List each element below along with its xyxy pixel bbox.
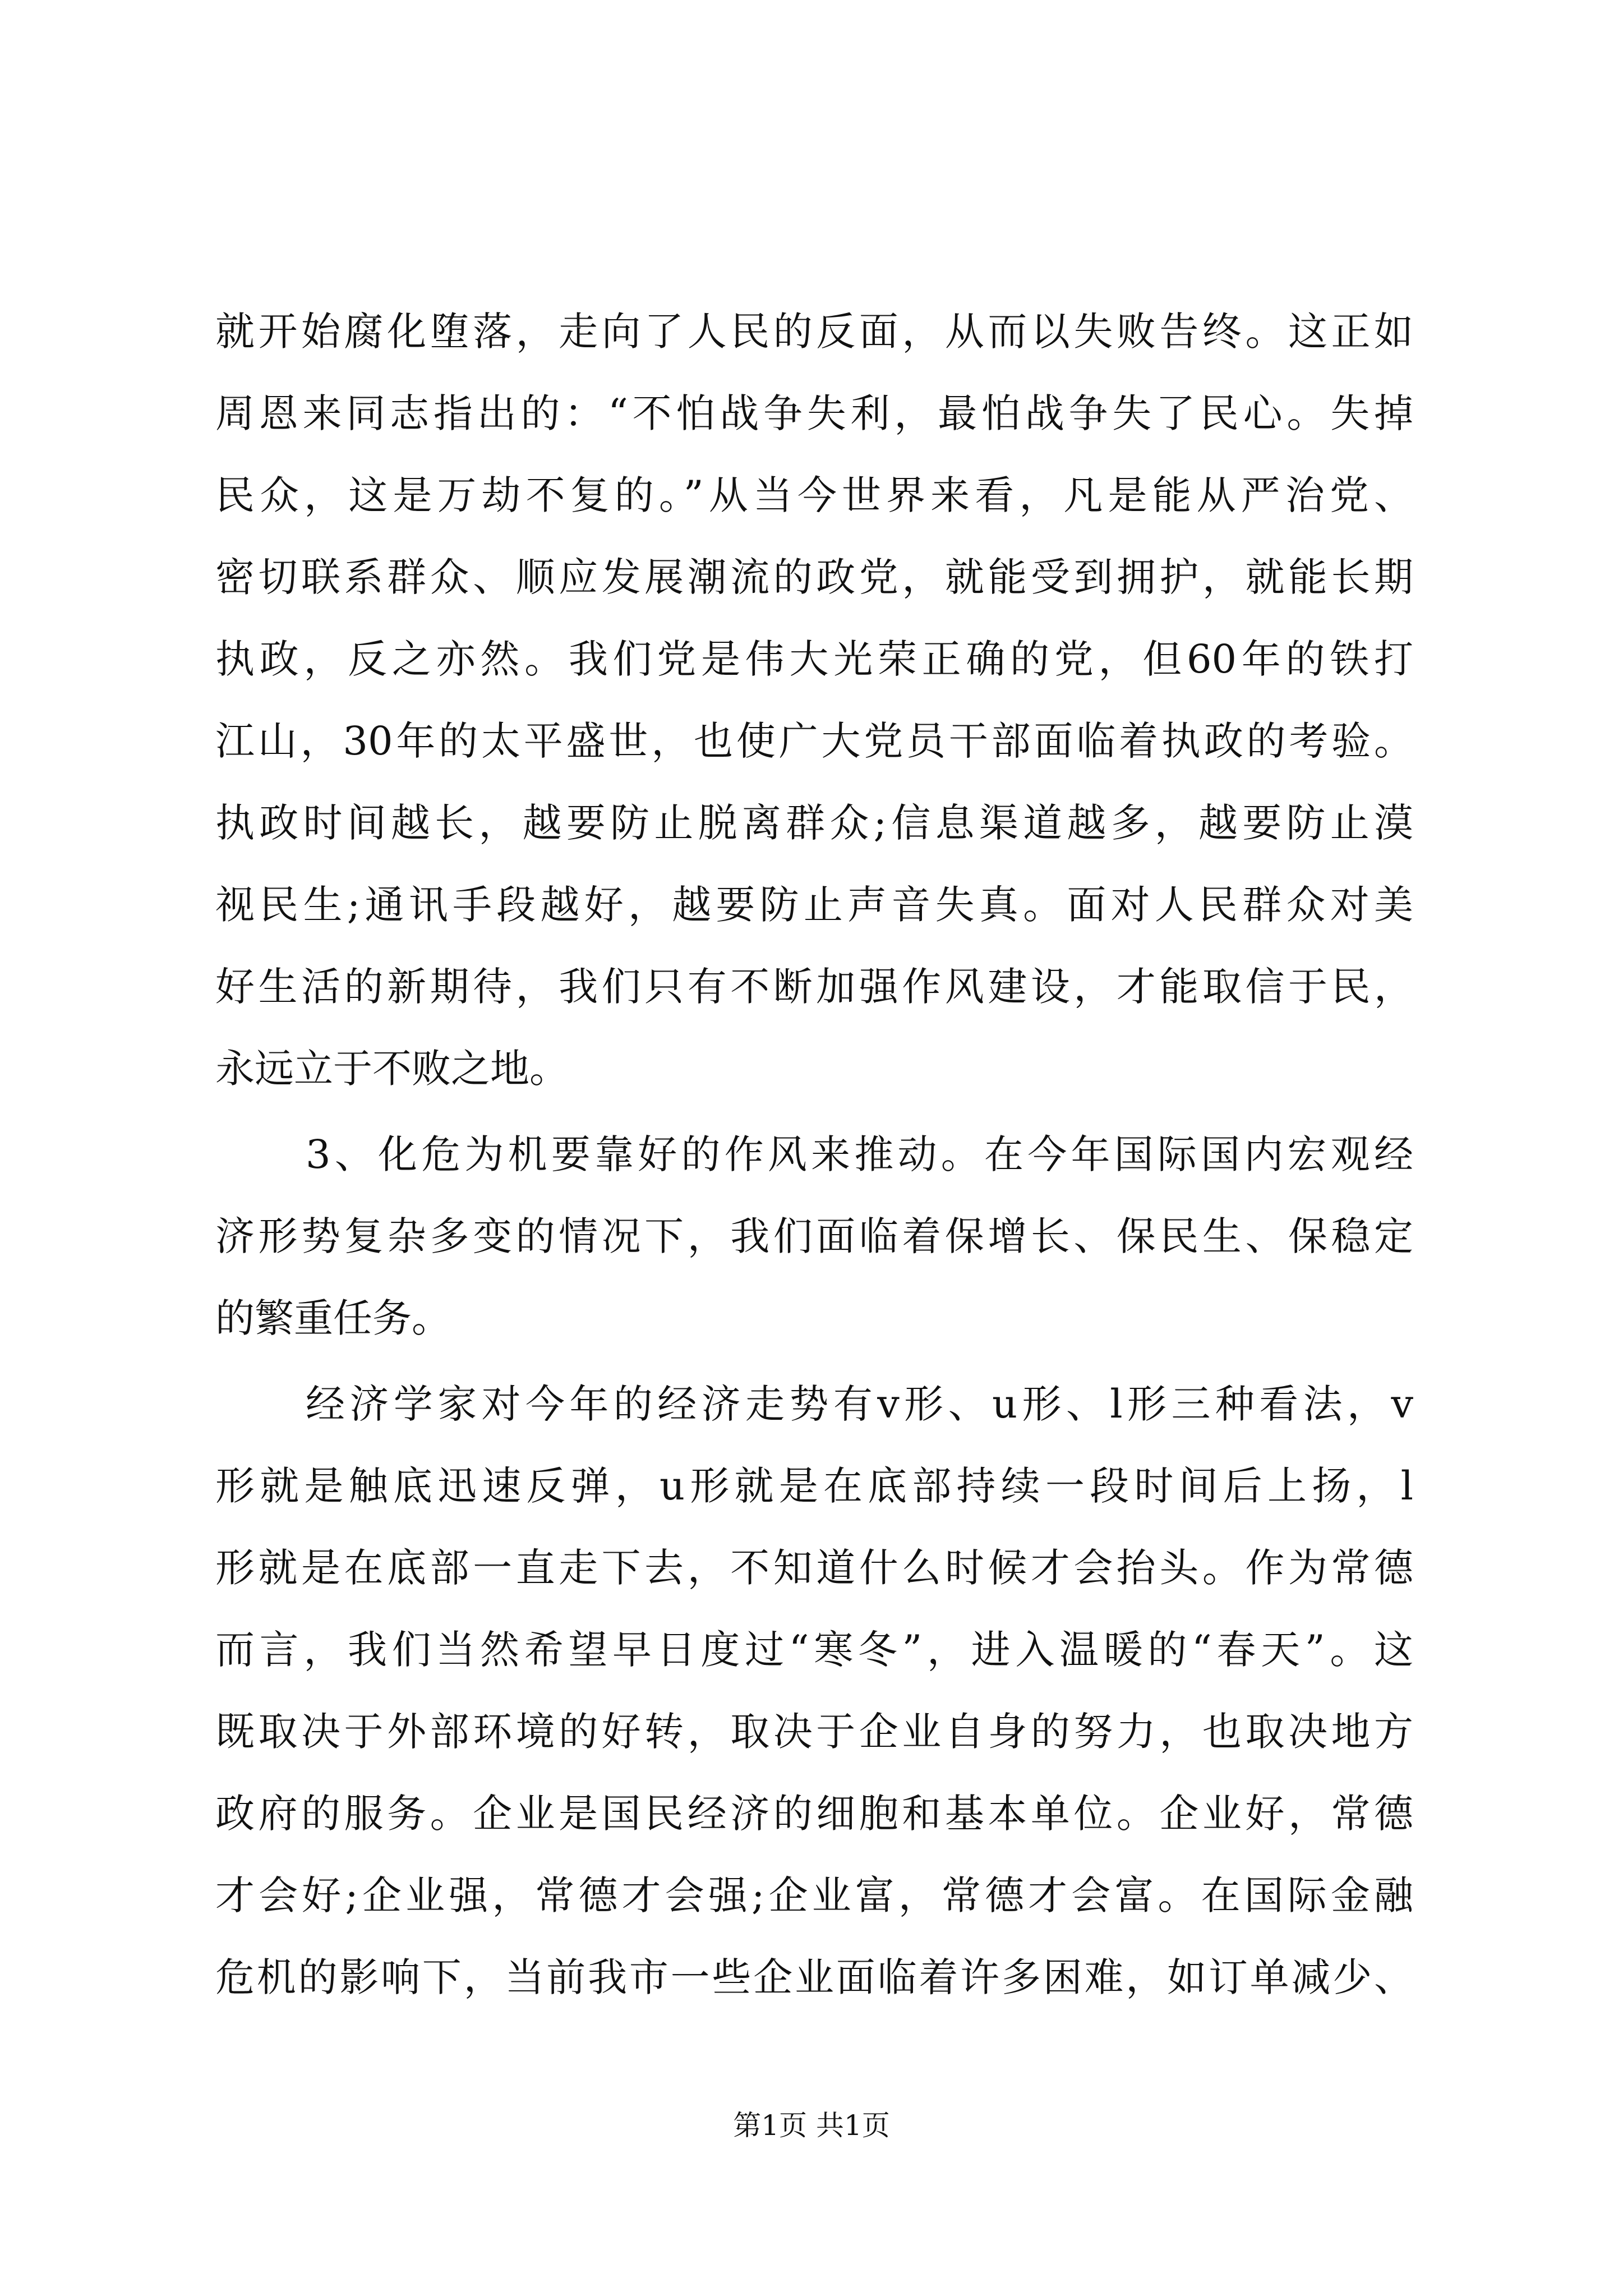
- text-line: 民众，这是万劫不复的。”从当今世界来看，凡是能从严治党、: [215, 472, 1413, 518]
- text-line: 执政，反之亦然。我们党是伟大光荣正确的党，但60年的铁打: [215, 636, 1413, 682]
- text-line: 永远立于不败之地。: [215, 1046, 569, 1092]
- text-line: 政府的服务。企业是国民经济的细胞和基本单位。企业好，常德: [215, 1791, 1413, 1837]
- text-line: 的繁重任务。: [215, 1295, 451, 1341]
- paragraph: [215, 291, 1413, 1110]
- text-line: 形就是触底迅速反弹，u形就是在底部持续一段时间后上扬，l: [215, 1463, 1413, 1509]
- paragraph: [215, 1363, 1413, 2018]
- text-line: 好生活的新期待，我们只有不断加强作风建设，才能取信于民，: [215, 964, 1413, 1010]
- text-line: 周恩来同志指出的：“不怕战争失利，最怕战争失了民心。失掉: [215, 390, 1413, 436]
- text-line: 而言，我们当然希望早日度过“寒冬”，进入温暖的“春天”。这: [215, 1627, 1413, 1673]
- text-line: 江山，30年的太平盛世，也使广大党员干部面临着执政的考验。: [215, 718, 1413, 764]
- paragraph: [215, 1114, 1413, 1359]
- text-line: 执政时间越长，越要防止脱离群众;信息渠道越多，越要防止漠: [215, 800, 1413, 846]
- text-line: 密切联系群众、顺应发展潮流的政党，就能受到拥护，就能长期: [215, 554, 1413, 600]
- page-number-footer: 第1页 共1页: [733, 2109, 890, 2142]
- text-line: 才会好;企业强，常德才会强;企业富，常德才会富。在国际金融: [215, 1872, 1413, 1918]
- text-line: 济形势复杂多变的情况下，我们面临着保增长、保民生、保稳定: [215, 1213, 1413, 1259]
- text-line: 既取决于外部环境的好转，取决于企业自身的努力，也取决地方: [215, 1709, 1413, 1755]
- text-line: 危机的影响下，当前我市一些企业面临着许多困难，如订单减少、: [215, 1954, 1413, 2000]
- text-line: 就开始腐化堕落，走向了人民的反面，从而以失败告终。这正如: [215, 309, 1413, 355]
- text-line: 形就是在底部一直走下去，不知道什么时候才会抬头。作为常德: [215, 1545, 1413, 1591]
- text-line: 3、化危为机要靠好的作风来推动。在今年国际国内宏观经: [306, 1131, 1413, 1177]
- document-body: [215, 291, 1413, 2018]
- text-line: 视民生;通讯手段越好，越要防止声音失真。面对人民群众对美: [215, 882, 1413, 928]
- text-line: 经济学家对今年的经济走势有v形、u形、l形三种看法，v: [306, 1381, 1413, 1427]
